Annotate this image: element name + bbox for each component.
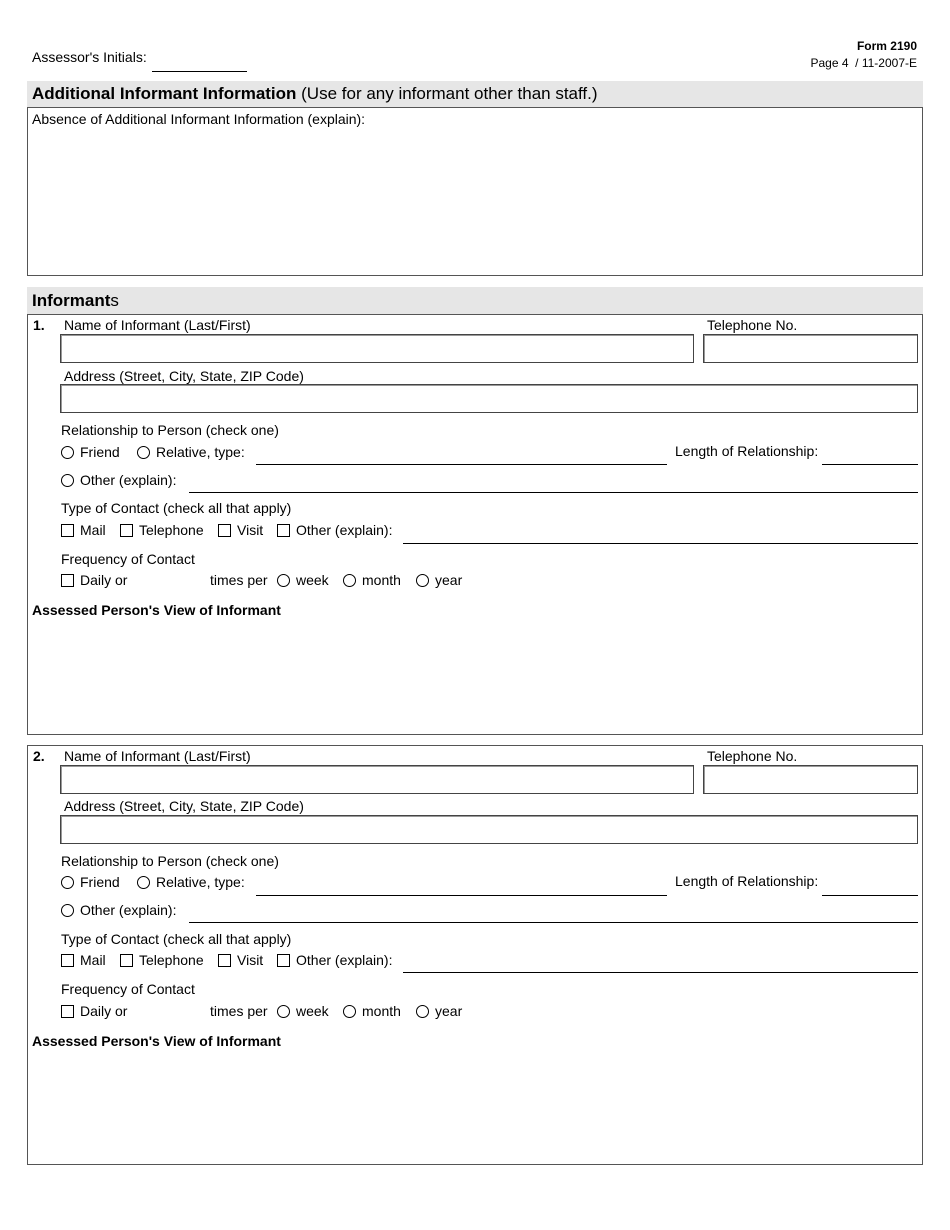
informant-1-length-field[interactable]	[822, 464, 918, 465]
informant-1-daily-label: Daily or	[80, 572, 128, 588]
assessor-initials-label: Assessor's Initials:	[32, 49, 147, 65]
informant-1-other-option[interactable]	[61, 472, 176, 488]
informant-2-visit-checkbox[interactable]	[218, 954, 231, 967]
informant-1-telephone-label: Telephone	[139, 522, 204, 538]
informant-1-address-input[interactable]	[60, 384, 918, 413]
informant-2-relative-radio[interactable]	[137, 876, 150, 889]
informants-title	[32, 291, 119, 311]
informant-1-mail-option[interactable]	[61, 522, 106, 538]
informant-2-visit-option[interactable]	[218, 952, 263, 968]
informant-1-visit-checkbox[interactable]	[218, 524, 231, 537]
informant-2-relative-type-field[interactable]	[256, 895, 667, 896]
informant-2-other-option[interactable]	[61, 902, 176, 918]
informant-1-relative-radio[interactable]	[137, 446, 150, 459]
informant-2-phone-input[interactable]	[703, 765, 918, 794]
informant-2-daily-checkbox[interactable]	[61, 1005, 74, 1018]
informant-1-mail-checkbox[interactable]	[61, 524, 74, 537]
informant-1-view-label: Assessed Person's View of Informant	[32, 602, 281, 618]
additional-info-title-note: (Use for any informant other than staff.)	[296, 84, 598, 103]
informant-2-mail-label: Mail	[80, 952, 106, 968]
informant-1-other-contact-label: Other (explain):	[296, 522, 393, 538]
informant-1-relationship-label: Relationship to Person (check one)	[61, 422, 279, 438]
informant-1-relative-type-field[interactable]	[256, 464, 667, 465]
informant-1-relative-option[interactable]	[137, 444, 245, 460]
informant-1-other-label: Other (explain):	[80, 472, 177, 488]
informant-2-month-option[interactable]	[343, 1003, 401, 1019]
informant-2-daily-label: Daily or	[80, 1003, 128, 1019]
informant-2-phone-label: Telephone No.	[707, 748, 798, 764]
informant-1-month-option[interactable]	[343, 572, 401, 588]
informant-1-other-field[interactable]	[189, 492, 918, 493]
informant-2-relationship-label: Relationship to Person (check one)	[61, 853, 279, 869]
informant-2-month-radio[interactable]	[343, 1005, 356, 1018]
informant-1-year-radio[interactable]	[416, 574, 429, 587]
informant-2-week-option[interactable]	[277, 1003, 329, 1019]
page-info: Page 4 / 11-2007-E	[810, 56, 917, 70]
informant-1-number: 1.	[33, 317, 45, 333]
informant-1-friend-radio[interactable]	[61, 446, 74, 459]
additional-info-title	[32, 84, 598, 104]
informant-2-year-option[interactable]	[416, 1003, 462, 1019]
informant-1-length-label: Length of Relationship:	[675, 443, 819, 459]
informant-2-name-label: Name of Informant (Last/First)	[64, 748, 251, 764]
informant-1-view-area[interactable]	[32, 622, 918, 730]
informant-1-other-contact-checkbox[interactable]	[277, 524, 290, 537]
form-number: Form 2190	[856, 39, 917, 53]
informant-1-friend-option[interactable]	[61, 444, 120, 460]
informant-2-address-input[interactable]	[60, 815, 918, 844]
informant-1-other-radio[interactable]	[61, 474, 74, 487]
informants-header	[27, 287, 923, 314]
informant-2-relative-label: Relative, type:	[156, 874, 245, 890]
informant-1-friend-label: Friend	[80, 444, 120, 460]
assessor-initials-field[interactable]	[152, 71, 247, 72]
informant-1-phone-label: Telephone No.	[707, 317, 798, 333]
informant-2-name-input[interactable]	[60, 765, 694, 794]
informants-title-suffix: s	[110, 291, 119, 310]
informant-1-week-radio[interactable]	[277, 574, 290, 587]
informant-2-times-per-label: times per	[210, 1003, 268, 1019]
absence-label: Absence of Additional Informant Information (explain):	[32, 111, 366, 127]
informant-1-year-option[interactable]	[416, 572, 462, 588]
informant-2-friend-option[interactable]	[61, 874, 120, 890]
informant-2-address-label: Address (Street, City, State, ZIP Code)	[64, 798, 304, 814]
informant-1-address-label: Address (Street, City, State, ZIP Code)	[64, 368, 304, 384]
informant-2-daily-option[interactable]	[61, 1003, 127, 1019]
informant-2-month-label: month	[362, 1003, 401, 1019]
informant-2-week-radio[interactable]	[277, 1005, 290, 1018]
absence-explain-box[interactable]	[27, 107, 923, 276]
informant-1-contact-type-label: Type of Contact (check all that apply)	[61, 500, 292, 516]
informant-1-name-label: Name of Informant (Last/First)	[64, 317, 251, 333]
informant-2-number: 2.	[33, 748, 45, 764]
informant-2-telephone-option[interactable]	[120, 952, 204, 968]
informant-2-contact-type-label: Type of Contact (check all that apply)	[61, 931, 292, 947]
informant-2-length-label: Length of Relationship:	[675, 873, 819, 889]
informant-2-other-radio[interactable]	[61, 904, 74, 917]
informant-2-other-contact-field[interactable]	[403, 972, 918, 973]
informant-2-other-field[interactable]	[189, 922, 918, 923]
informant-2-year-label: year	[435, 1003, 463, 1019]
informant-2-relative-option[interactable]	[137, 874, 245, 890]
informant-1-daily-checkbox[interactable]	[61, 574, 74, 587]
informant-1-daily-option[interactable]	[61, 572, 127, 588]
informant-2-other-contact-option[interactable]	[277, 952, 392, 968]
informant-2-view-area[interactable]	[32, 1053, 918, 1160]
informant-2-other-contact-checkbox[interactable]	[277, 954, 290, 967]
informant-1-visit-option[interactable]	[218, 522, 263, 538]
informant-1-month-label: month	[362, 572, 401, 588]
informant-2-other-label: Other (explain):	[80, 902, 177, 918]
informant-1-year-label: year	[435, 572, 463, 588]
informant-1-other-contact-option[interactable]	[277, 522, 392, 538]
informant-2-mail-option[interactable]	[61, 952, 106, 968]
informant-1-relative-label: Relative, type:	[156, 444, 245, 460]
informant-2-telephone-checkbox[interactable]	[120, 954, 133, 967]
informant-1-visit-label: Visit	[237, 522, 264, 538]
informant-2-friend-radio[interactable]	[61, 876, 74, 889]
informant-1-phone-input[interactable]	[703, 334, 918, 363]
additional-info-title-bold: Additional Informant Information	[32, 84, 297, 103]
informant-1-times-per-label: times per	[210, 572, 268, 588]
informant-2-visit-label: Visit	[237, 952, 264, 968]
informant-2-view-label: Assessed Person's View of Informant	[32, 1033, 281, 1049]
informant-1-week-option[interactable]	[277, 572, 329, 588]
informant-2-year-radio[interactable]	[416, 1005, 429, 1018]
informants-title-bold: Informant	[32, 291, 111, 310]
informant-1-week-label: week	[296, 572, 329, 588]
informant-1-frequency-label: Frequency of Contact	[61, 551, 195, 567]
informant-1-telephone-checkbox[interactable]	[120, 524, 133, 537]
informant-2-length-field[interactable]	[822, 895, 918, 896]
informant-2-friend-label: Friend	[80, 874, 120, 890]
informant-1-mail-label: Mail	[80, 522, 106, 538]
informant-2-week-label: week	[296, 1003, 329, 1019]
informant-1-month-radio[interactable]	[343, 574, 356, 587]
informant-1-other-contact-field[interactable]	[403, 543, 918, 544]
informant-2-frequency-label: Frequency of Contact	[61, 981, 195, 997]
informant-1-name-input[interactable]	[60, 334, 694, 363]
informant-2-telephone-label: Telephone	[139, 952, 204, 968]
informant-2-mail-checkbox[interactable]	[61, 954, 74, 967]
informant-2-other-contact-label: Other (explain):	[296, 952, 393, 968]
informant-1-telephone-option[interactable]	[120, 522, 204, 538]
